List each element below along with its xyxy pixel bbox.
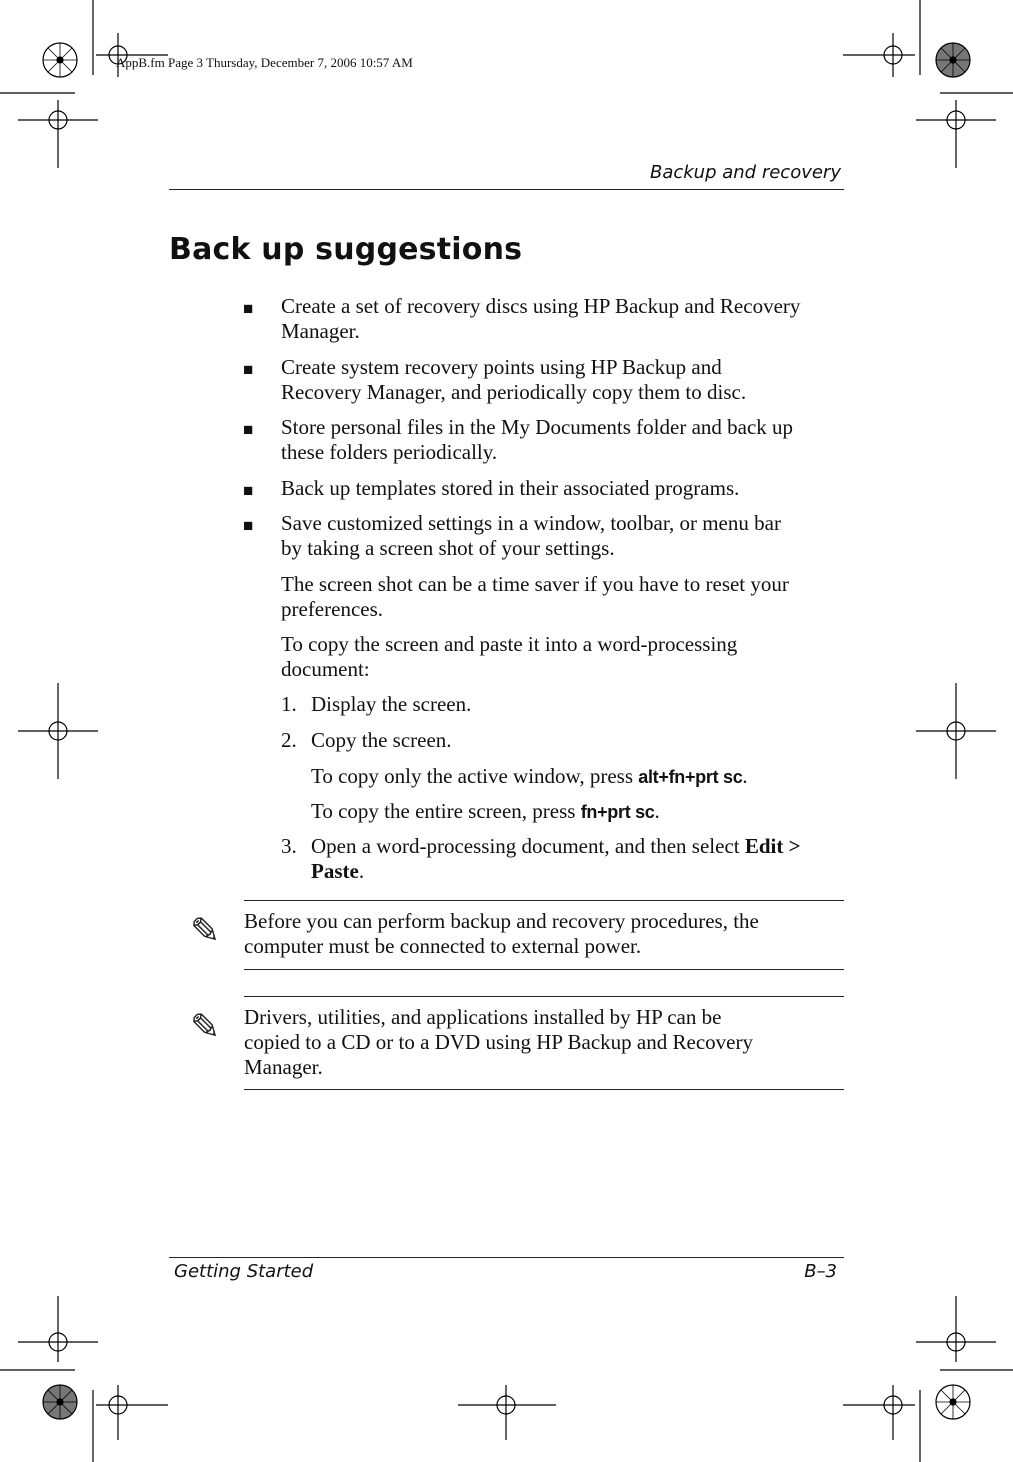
bullet-marker: ■ — [243, 420, 254, 439]
note: Drivers, utilities, and applications installed by HP can be copied to a CD or to a DVD using HP Backup and Recovery Manager. — [244, 1005, 753, 1079]
step-detail: To copy only the active window, press alt+fn+prt sc. — [311, 764, 748, 788]
note-rule-bottom — [244, 1089, 844, 1090]
footer-rule — [169, 1257, 844, 1258]
key-combination: alt+fn+prt sc — [638, 767, 743, 787]
pencil-icon: ✎ — [190, 1007, 221, 1047]
step-number: 1. — [281, 692, 297, 716]
footer-title: Getting Started — [174, 1261, 314, 1282]
header-rule — [169, 189, 844, 190]
list-item: Create a set of recovery discs using HP Backup and Recovery Manager. — [281, 294, 801, 343]
file-slug: AppB.fm Page 3 Thursday, December 7, 2006 10:57 AM — [116, 55, 413, 70]
note: Before you can perform backup and recovery procedures, the computer must be connected to external power. — [244, 909, 759, 958]
step-number: 3. — [281, 834, 297, 858]
page-number: B–3 — [804, 1261, 837, 1282]
note-rule-top — [244, 996, 844, 997]
key-combination: fn+prt sc — [580, 802, 655, 822]
pencil-icon: ✎ — [190, 911, 221, 951]
step-text: Copy the screen. — [311, 728, 452, 752]
bullet-marker: ■ — [243, 299, 254, 318]
paragraph: To copy the screen and paste it into a word-processing document: — [281, 632, 738, 681]
step-detail: To copy the entire screen, press fn+prt sc. — [311, 799, 660, 823]
bullet-marker: ■ — [243, 481, 254, 500]
menu-path: Edit > — [744, 834, 801, 858]
menu-path: Paste — [311, 859, 359, 883]
running-head: Backup and recovery — [649, 162, 841, 183]
list-item: Save customized settings in a window, toolbar, or menu bar by taking a screen shot of your settings. — [281, 511, 781, 560]
list-item: Create system recovery points using HP Backup and Recovery Manager, and periodically copy them to disc. — [281, 355, 747, 404]
step-text: Display the screen. — [311, 692, 472, 716]
list-item: Store personal files in the My Documents folder and back up these folders periodically. — [281, 415, 794, 464]
paragraph: The screen shot can be a time saver if you have to reset your preferences. — [281, 572, 789, 621]
bullet-marker: ■ — [243, 516, 254, 535]
section-title: Back up suggestions — [169, 232, 523, 267]
note-rule-bottom — [244, 969, 844, 970]
note-rule-top — [244, 900, 844, 901]
step-number: 2. — [281, 728, 297, 752]
step-text: Open a word-processing document, and then select Edit > Paste. — [311, 834, 801, 883]
list-item: Back up templates stored in their associated programs. — [281, 476, 740, 500]
bullet-marker: ■ — [243, 360, 254, 379]
